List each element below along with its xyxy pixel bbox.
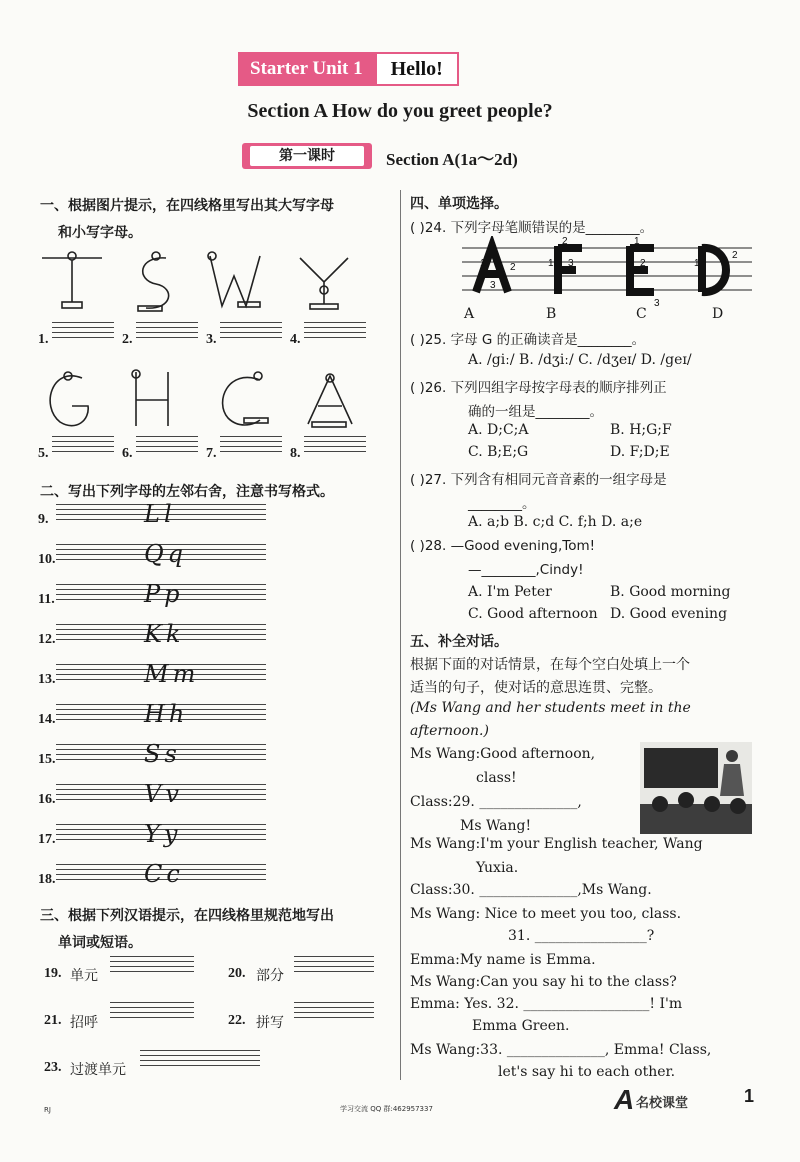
four-line-grid[interactable] <box>110 956 194 976</box>
q-num: 14. <box>38 712 56 727</box>
q-num: 8. <box>290 446 301 461</box>
q-num: 9. <box>38 512 49 527</box>
q-num: 11. <box>38 592 55 607</box>
svg-text:1: 1 <box>694 258 700 269</box>
q28-stem: ( )28. —Good evening,Tom! <box>410 538 596 554</box>
part3-title-line2: 单词或短语。 <box>58 935 142 951</box>
given-letter: Yy <box>144 820 182 848</box>
four-line-grid[interactable] <box>110 1002 194 1022</box>
chinese-hint: 招呼 <box>70 1015 98 1031</box>
q-num: 7. <box>206 446 217 461</box>
lesson-tag <box>242 143 372 169</box>
answer-row1 <box>38 322 378 354</box>
given-letter: Ll <box>144 500 176 528</box>
stroke-order-figures <box>462 236 752 308</box>
section-title: Section A How do you greet people? <box>247 100 553 122</box>
chinese-hint: 单元 <box>70 968 98 984</box>
dialogue-line: Class:29. ______________, <box>410 794 582 810</box>
svg-text:1: 1 <box>480 258 486 269</box>
option-a: A. I'm Peter <box>468 584 552 600</box>
svg-text:3: 3 <box>654 298 660 308</box>
svg-text:1: 1 <box>548 258 554 269</box>
q-num: 10. <box>38 552 56 567</box>
svg-text:2: 2 <box>510 262 516 273</box>
option-d: D. Good evening <box>610 606 728 622</box>
scene-line1: (Ms Wang and her students meet in the <box>410 700 691 716</box>
option-label: B <box>546 306 557 322</box>
chinese-hint: 拼写 <box>256 1015 284 1031</box>
lesson-tag-label: 第一课时 <box>250 146 364 166</box>
lesson-title: Section A(1a～2d) <box>386 150 518 169</box>
q28-stem2: —________,Cindy! <box>468 562 584 578</box>
option-c: C. B;E;G <box>468 444 529 460</box>
svg-text:2: 2 <box>562 236 568 247</box>
letter-row <box>38 742 278 780</box>
letter-row <box>38 862 278 900</box>
q-num: 21. <box>44 1013 62 1028</box>
letter-row <box>38 782 278 820</box>
part2-title: 二、写出下列字母的左邻右舍，注意书写格式。 <box>40 484 334 500</box>
unit-title: Hello! <box>375 52 459 86</box>
dialogue-line: Ms Wang:Good afternoon, <box>410 746 596 762</box>
q-num: 13. <box>38 672 56 687</box>
q26-stem: ( )26. 下列四组字母按字母表的顺序排列正 <box>410 380 667 396</box>
chinese-hint: 部分 <box>256 968 284 984</box>
answer-row2 <box>38 436 378 468</box>
q-num: 19. <box>44 966 62 981</box>
svg-text:1: 1 <box>634 236 640 247</box>
four-line-grid[interactable] <box>294 1002 374 1022</box>
part5-intro2: 适当的句子，使对话的意思连贯、完整。 <box>410 680 662 696</box>
letter-row <box>38 702 278 740</box>
option-label: D <box>712 306 724 322</box>
part1-title-line1: 一、根据图片提示，在四线格里写出其大写字母 <box>40 198 334 214</box>
letter-figures-row2 <box>38 366 378 438</box>
four-line-grid[interactable] <box>294 956 374 976</box>
svg-text:3: 3 <box>568 258 574 269</box>
letter-row <box>38 582 278 620</box>
unit-label: Starter Unit 1 <box>238 52 375 86</box>
dialogue-line: Emma: Yes. 32. __________________! I'm <box>410 996 683 1012</box>
classroom-picture <box>640 742 752 834</box>
q27-options: A. a;b B. c;d C. f;h D. a;e <box>468 514 643 530</box>
q-num: 4. <box>290 332 301 347</box>
footer-qq: 学习交流 QQ 群:462957337 <box>340 1105 433 1113</box>
letter-figures-row1 <box>38 250 378 322</box>
column-divider <box>400 190 401 1080</box>
q-num: 6. <box>122 446 133 461</box>
part5-title: 五、补全对话。 <box>410 634 508 650</box>
four-line-grid[interactable] <box>220 322 282 342</box>
part4-title: 四、单项选择。 <box>410 196 508 212</box>
given-letter: Ss <box>144 740 181 768</box>
given-letter: Kk <box>144 620 185 648</box>
svg-text:3: 3 <box>490 280 496 291</box>
given-letter: Pp <box>144 580 184 608</box>
dialogue-line: let's say hi to each other. <box>498 1064 676 1080</box>
q-num: 12. <box>38 632 56 647</box>
option-a: A. D;C;A <box>468 422 529 438</box>
unit-banner <box>238 52 502 86</box>
option-d: D. F;D;E <box>610 444 670 460</box>
q24-stem: ( )24. 下列字母笔顺错误的是________。 <box>410 220 654 236</box>
option-c: C. Good afternoon <box>468 606 598 622</box>
four-line-grid[interactable] <box>220 436 282 456</box>
q-num: 5. <box>38 446 49 461</box>
q-num: 20. <box>228 966 246 981</box>
dialogue-line: Emma Green. <box>472 1018 570 1034</box>
four-line-grid[interactable] <box>304 436 366 456</box>
part3-items <box>44 956 384 1086</box>
option-b: B. Good morning <box>610 584 731 600</box>
dialogue-line: Yuxia. <box>476 860 519 876</box>
part1-title-line2: 和小写字母。 <box>58 225 142 241</box>
q-num: 23. <box>44 1060 62 1075</box>
part3-title-line1: 三、根据下列汉语提示，在四线格里规范地写出 <box>40 908 334 924</box>
footer-left: RJ <box>44 1106 51 1114</box>
four-line-grid[interactable] <box>304 322 366 342</box>
four-line-grid[interactable] <box>52 322 114 342</box>
four-line-grid[interactable] <box>136 436 198 456</box>
q-num: 2. <box>122 332 133 347</box>
four-line-grid[interactable] <box>52 436 114 456</box>
letter-row <box>38 822 278 860</box>
letter-row <box>38 502 278 540</box>
letter-row <box>38 662 278 700</box>
q-num: 17. <box>38 832 56 847</box>
q27-stem2: ________。 <box>468 496 536 512</box>
q26-stem2: 确的一组是________。 <box>468 404 603 420</box>
letter-row <box>38 542 278 580</box>
q27-stem: ( )27. 下列含有相同元音音素的一组字母是 <box>410 472 667 488</box>
four-line-grid[interactable] <box>140 1050 260 1070</box>
q-num: 1. <box>38 332 49 347</box>
given-letter: Mm <box>144 660 200 688</box>
page-number: 1 <box>744 1086 755 1106</box>
dialogue-line: Ms Wang: Nice to meet you too, class. <box>410 906 682 922</box>
part5-intro1: 根据下面的对话情景，在每个空白处填上一个 <box>410 657 690 673</box>
dialogue-line: Ms Wang:33. ______________, Emma! Class, <box>410 1042 712 1058</box>
dialogue-line: class! <box>476 770 517 786</box>
given-letter: Hh <box>144 700 189 728</box>
dialogue-line: 31. ________________? <box>508 928 655 944</box>
given-letter: Vv <box>144 780 183 808</box>
given-letter: Cc <box>144 860 184 888</box>
option-label: C <box>636 306 647 322</box>
option-b: B. H;G;F <box>610 422 672 438</box>
given-letter: Qq <box>144 540 188 568</box>
dialogue-line: Ms Wang! <box>460 818 532 834</box>
svg-text:2: 2 <box>640 258 646 269</box>
dialogue-line: Emma:My name is Emma. <box>410 952 596 968</box>
logo-text: 名校课堂 <box>636 1096 689 1111</box>
dialogue-line: Class:30. ______________,Ms Wang. <box>410 882 652 898</box>
scene-line2: afternoon.) <box>410 723 489 739</box>
q-num: 15. <box>38 752 56 767</box>
chinese-hint: 过渡单元 <box>70 1062 126 1078</box>
option-label: A <box>464 306 475 322</box>
q-num: 16. <box>38 792 56 807</box>
dialogue-line: Ms Wang:Can you say hi to the class? <box>410 974 677 990</box>
letter-row <box>38 622 278 660</box>
q-num: 18. <box>38 872 56 887</box>
part2-rows <box>38 502 278 900</box>
dialogue-line: Ms Wang:I'm your English teacher, Wang <box>410 836 703 852</box>
q25-options: A. /giː/ B. /dʒiː/ C. /dʒeɪ/ D. /geɪ/ <box>468 352 692 368</box>
q25-stem: ( )25. 字母 G 的正确读音是________。 <box>410 332 646 348</box>
q-num: 3. <box>206 332 217 347</box>
four-line-grid[interactable] <box>136 322 198 342</box>
q-num: 22. <box>228 1013 246 1028</box>
publisher-logo: A 名校课堂 <box>614 1084 689 1115</box>
svg-text:2: 2 <box>732 250 738 261</box>
